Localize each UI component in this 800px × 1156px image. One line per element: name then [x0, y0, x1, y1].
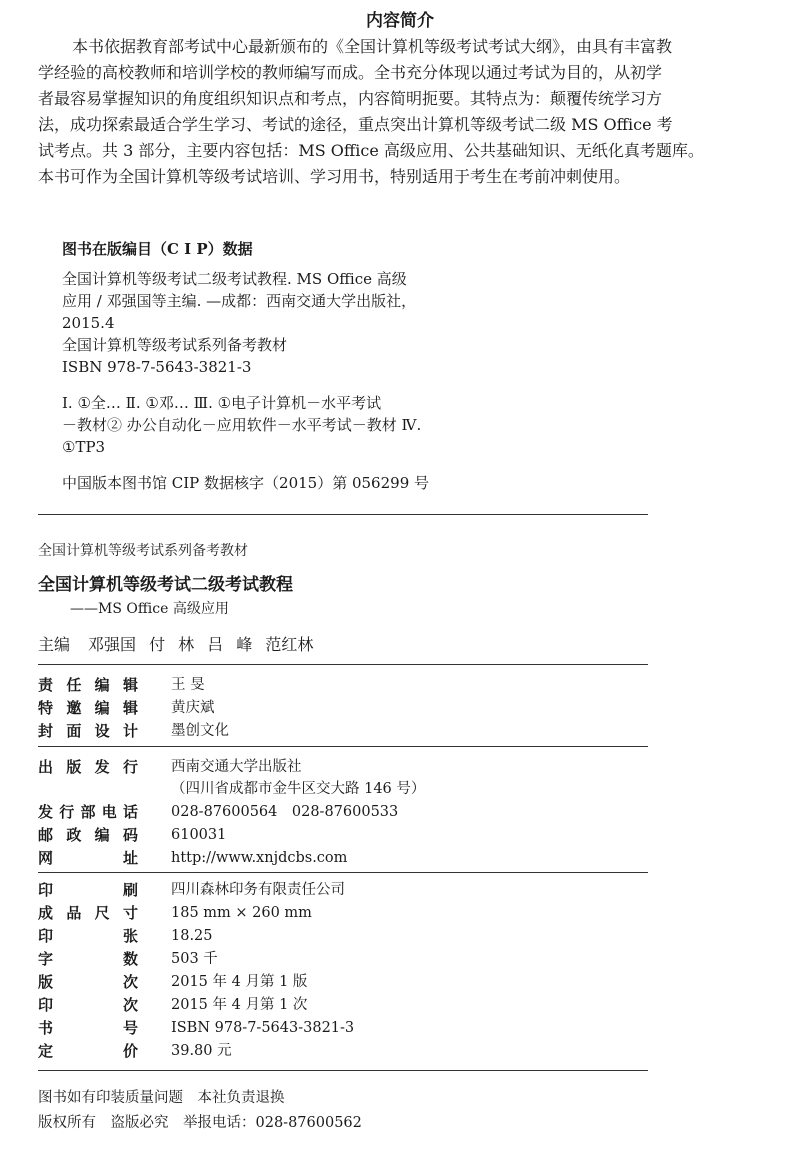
quality-notice: 图书如有印装质量问题 本社负责退换: [38, 1090, 285, 1106]
spec-row: [38, 879, 738, 901]
cip-line: 全国计算机等级考试系列备考教材: [62, 336, 288, 354]
divider: [38, 872, 648, 873]
spec-row: [38, 902, 738, 924]
cip-line: －教材② 办公自动化－应用软件－水平考试－教材 Ⅳ.: [62, 416, 422, 434]
publisher-value: 028-87600564 028-87600533: [171, 804, 399, 820]
publisher-label: 邮政编码: [38, 826, 138, 844]
credit-value: 黄庆斌: [171, 700, 215, 716]
spec-label: 定价: [38, 1042, 138, 1060]
spec-row: [38, 1040, 738, 1062]
publisher-row: [38, 847, 738, 869]
divider: [38, 746, 648, 747]
publisher-label: 出版发行: [38, 758, 138, 776]
cip-block: [62, 268, 429, 494]
spec-value: 18.25: [171, 928, 213, 944]
divider: [38, 664, 648, 665]
copyright-notice: 版权所有 盗版必究 举报电话：028-87600562: [38, 1115, 362, 1131]
publisher-label: 发行部电话: [38, 803, 138, 821]
spec-label: 版次: [38, 973, 138, 991]
publisher-value: 西南交通大学出版社: [171, 759, 302, 775]
spec-row: [38, 948, 738, 970]
intro-line: 法，成功探索最适合学生学习、考试的途径，重点突出计算机等级考试二级 MS Office 考: [38, 115, 673, 134]
credit-label: 封面设计: [38, 722, 138, 740]
spec-value: 185 mm × 260 mm: [171, 905, 312, 921]
spec-row: [38, 925, 738, 947]
intro-line: 本书依据教育部考试中心最新颁布的《全国计算机等级考试考试大纲》，由具有丰富教: [72, 37, 673, 56]
publisher-label: 网址: [38, 849, 138, 867]
spec-row: [38, 971, 738, 993]
divider: [38, 514, 648, 515]
intro-line: 学经验的高校教师和培训学校的教师编写而成。全书充分体现以通过考试为目的，从初学: [38, 63, 663, 82]
spec-value: 2015 年 4 月第 1 版: [171, 974, 308, 990]
intro-body: [38, 34, 778, 190]
credit-row: [38, 697, 738, 719]
credit-label: 特邀编辑: [38, 699, 138, 717]
publisher-row: [38, 778, 738, 800]
authors-value: 邓强国 付 林 吕 峰 范红林: [88, 635, 314, 654]
cip-line: ①TP3: [62, 438, 106, 456]
spec-label: 印刷: [38, 881, 138, 899]
intro-line: 本书可作为全国计算机等级考试培训、学习用书，特别适用于考生在考前冲刺使用。: [38, 167, 631, 186]
publisher-value: 610031: [171, 827, 227, 843]
cip-heading: 图书在版编目（C I P）数据: [62, 240, 253, 258]
credit-value: 王 旻: [171, 677, 205, 693]
publisher-row: [38, 756, 738, 778]
intro-title: 内容简介: [366, 11, 434, 31]
authors-label: 主编: [38, 635, 71, 654]
cip-line: 2015.4: [62, 314, 115, 332]
credit-label: 责任编辑: [38, 676, 138, 694]
spec-label: 字数: [38, 950, 138, 968]
divider: [38, 1070, 648, 1071]
credit-row: [38, 674, 738, 696]
cip-line: 应用 / 邓强国等主编. —成都：西南交通大学出版社，: [62, 292, 417, 310]
cip-line: Ⅰ. ①全… Ⅱ. ①邓… Ⅲ. ①电子计算机－水平考试: [62, 394, 382, 412]
spec-value: 2015 年 4 月第 1 次: [171, 997, 308, 1013]
cip-number: 中国版本图书馆 CIP 数据核字（2015）第 056299 号: [62, 474, 430, 492]
publisher-website: http://www.xnjdcbs.com: [171, 850, 348, 866]
spec-value: 四川森林印务有限责任公司: [171, 882, 345, 898]
publisher-row: [38, 824, 738, 846]
spec-label: 印次: [38, 996, 138, 1014]
intro-line: 试考点。共 3 部分，主要内容包括：MS Office 高级应用、公共基础知识、无纸化真考题库。: [38, 141, 704, 160]
book-subtitle: ——MS Office 高级应用: [70, 601, 229, 617]
spec-label: 书号: [38, 1019, 138, 1037]
spec-row: [38, 994, 738, 1016]
cip-line: ISBN 978-7-5643-3821-3: [62, 358, 252, 376]
credit-row: [38, 720, 738, 742]
series-name: 全国计算机等级考试系列备考教材: [38, 543, 248, 559]
spec-value: 39.80 元: [171, 1043, 232, 1059]
spec-row: [38, 1017, 738, 1039]
intro-line: 者最容易掌握知识的角度组织知识点和考点，内容简明扼要。其特点为：颠覆传统学习方: [38, 89, 663, 108]
spec-value: 503 千: [171, 951, 218, 967]
credit-value: 墨创文化: [171, 723, 229, 739]
publisher-row: [38, 801, 738, 823]
spec-label: 成品尺寸: [38, 904, 138, 922]
publisher-address: （四川省成都市金牛区交大路 146 号）: [171, 781, 426, 797]
book-title: 全国计算机等级考试二级考试教程: [38, 575, 293, 595]
spec-label: 印张: [38, 927, 138, 945]
spec-value: ISBN 978-7-5643-3821-3: [171, 1020, 355, 1036]
cip-line: 全国计算机等级考试二级考试教程. MS Office 高级: [62, 270, 407, 288]
